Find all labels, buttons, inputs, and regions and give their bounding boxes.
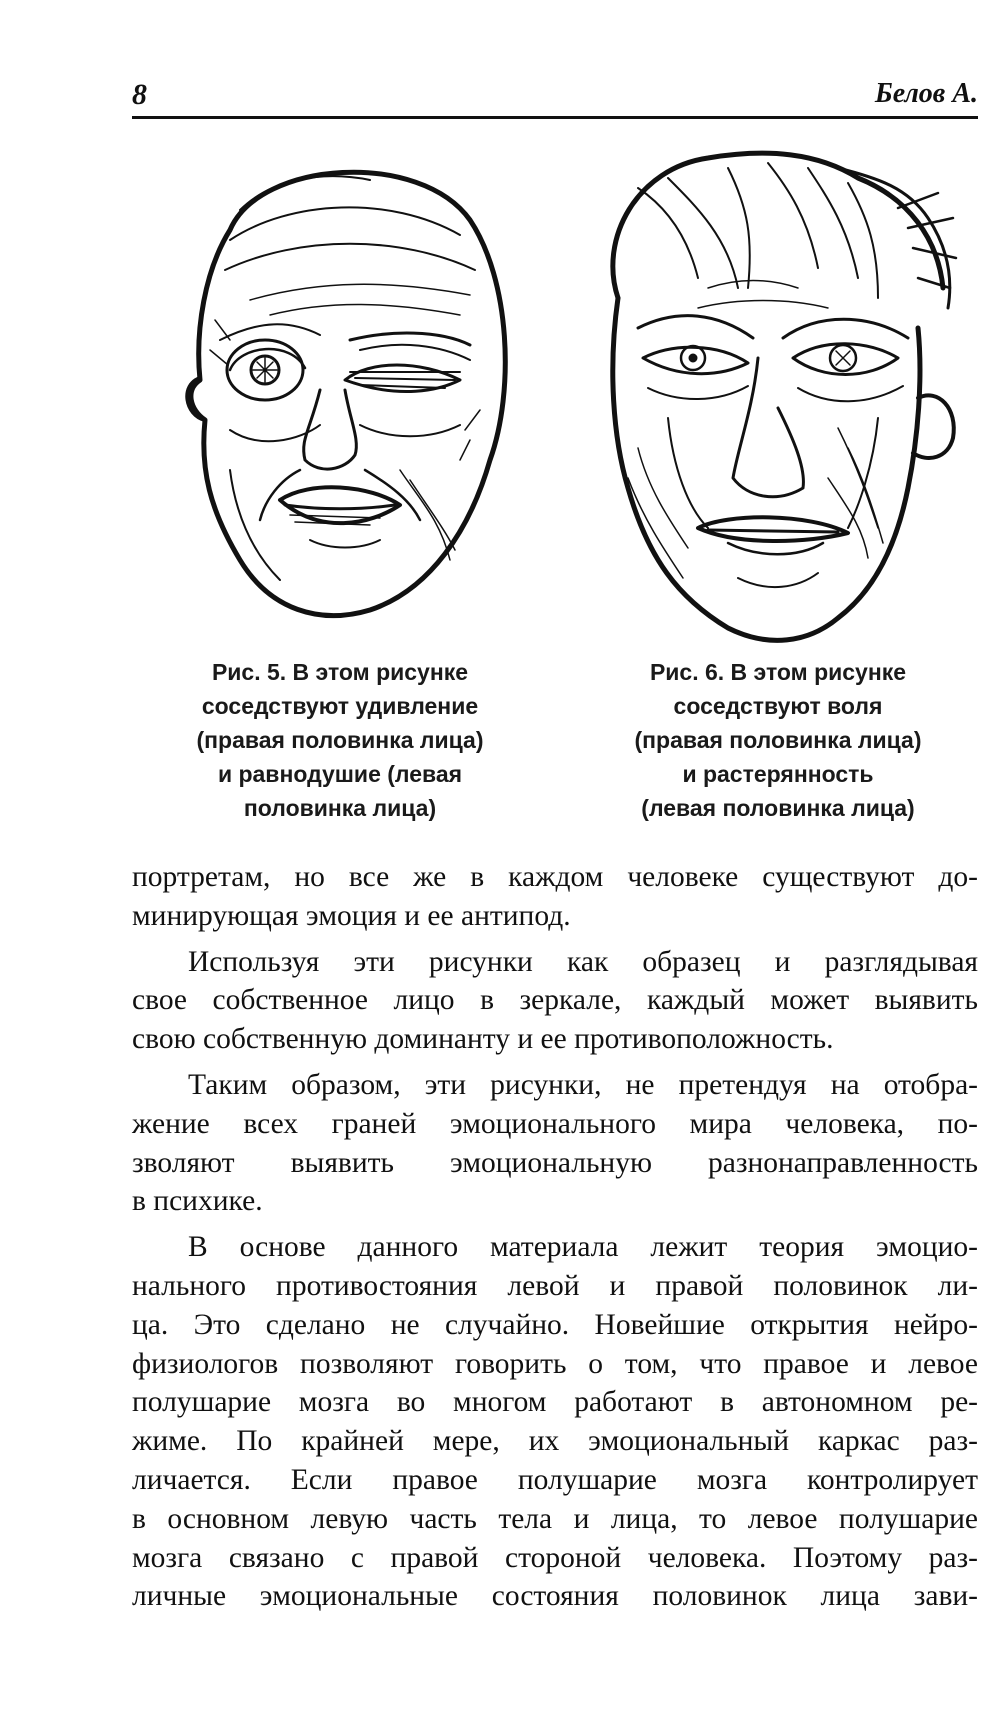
text-line: Используя эти рисунки как образец и разглядывая	[188, 945, 978, 978]
page-header	[132, 78, 978, 118]
header-rule	[132, 116, 978, 119]
body-text	[132, 858, 978, 1616]
text-line: жение всех граней эмоционального мира человека, по-	[132, 1107, 978, 1140]
text-line: ца. Это сделано не случайно. Новейшие открытия нейро-	[132, 1308, 978, 1341]
caption-line: (левая половинка лица)	[641, 795, 915, 821]
caption-line: половинка лица)	[243, 795, 437, 821]
figure-6-caption	[588, 655, 968, 825]
paragraph	[132, 858, 978, 936]
paragraph	[132, 1066, 978, 1221]
page-number: 8	[132, 78, 147, 111]
caption-line: Рис. 6. В этом рисунке	[649, 659, 907, 685]
text-line: В основе данного материала лежит теория эмоцио-	[188, 1231, 978, 1264]
text-line: в основном левую часть тела и лица, то левое полушарие	[132, 1502, 978, 1535]
caption-line: (правая половинка лица)	[634, 727, 922, 753]
text-line: свое собственное лицо в зеркале, каждый может выявить	[132, 984, 978, 1017]
figure-6-face-drawing	[578, 148, 963, 643]
paragraph	[132, 943, 978, 1059]
text-line: личные эмоциональные состояния половинок лица зави-	[132, 1580, 978, 1613]
paragraph	[132, 1228, 978, 1616]
text-line: нального противостояния левой и правой половинок ли-	[132, 1269, 978, 1302]
caption-line: и растерянность	[682, 761, 874, 787]
text-line: мозга связано с правой стороной человека. Поэтому раз-	[132, 1541, 978, 1574]
text-line: минирующая эмоция и ее антипод.	[132, 899, 571, 932]
figure-5-caption	[160, 655, 520, 825]
text-line: полушарие мозга во многом работают в автономном ре-	[132, 1386, 978, 1419]
text-line: Таким образом, эти рисунки, не претендуя на отобра-	[188, 1068, 978, 1101]
text-line: личается. Если правое полушарие мозга контролирует	[132, 1463, 978, 1496]
text-line: портретам, но все же в каждом человеке существуют до-	[132, 861, 978, 893]
text-line: свою собственную доминанту и ее противоположность.	[132, 1023, 834, 1056]
figure-5-face-drawing	[170, 140, 520, 640]
text-line: жиме. По крайней мере, их эмоциональный каркас раз-	[132, 1425, 978, 1458]
text-line: физиологов позволяют говорить о том, что правое и левое	[132, 1347, 978, 1380]
caption-line: соседствуют удивление	[201, 693, 479, 719]
text-line: зволяют выявить эмоциональную разнонаправленность	[132, 1146, 978, 1179]
caption-line: (правая половинка лица)	[196, 727, 484, 753]
text-line: в психике.	[132, 1185, 263, 1218]
caption-line: Рис. 5. В этом рисунке	[211, 659, 469, 685]
caption-line: и равнодушие (левая	[217, 761, 463, 787]
running-title: Белов А.	[874, 78, 978, 109]
caption-line: соседствуют воля	[673, 693, 883, 719]
